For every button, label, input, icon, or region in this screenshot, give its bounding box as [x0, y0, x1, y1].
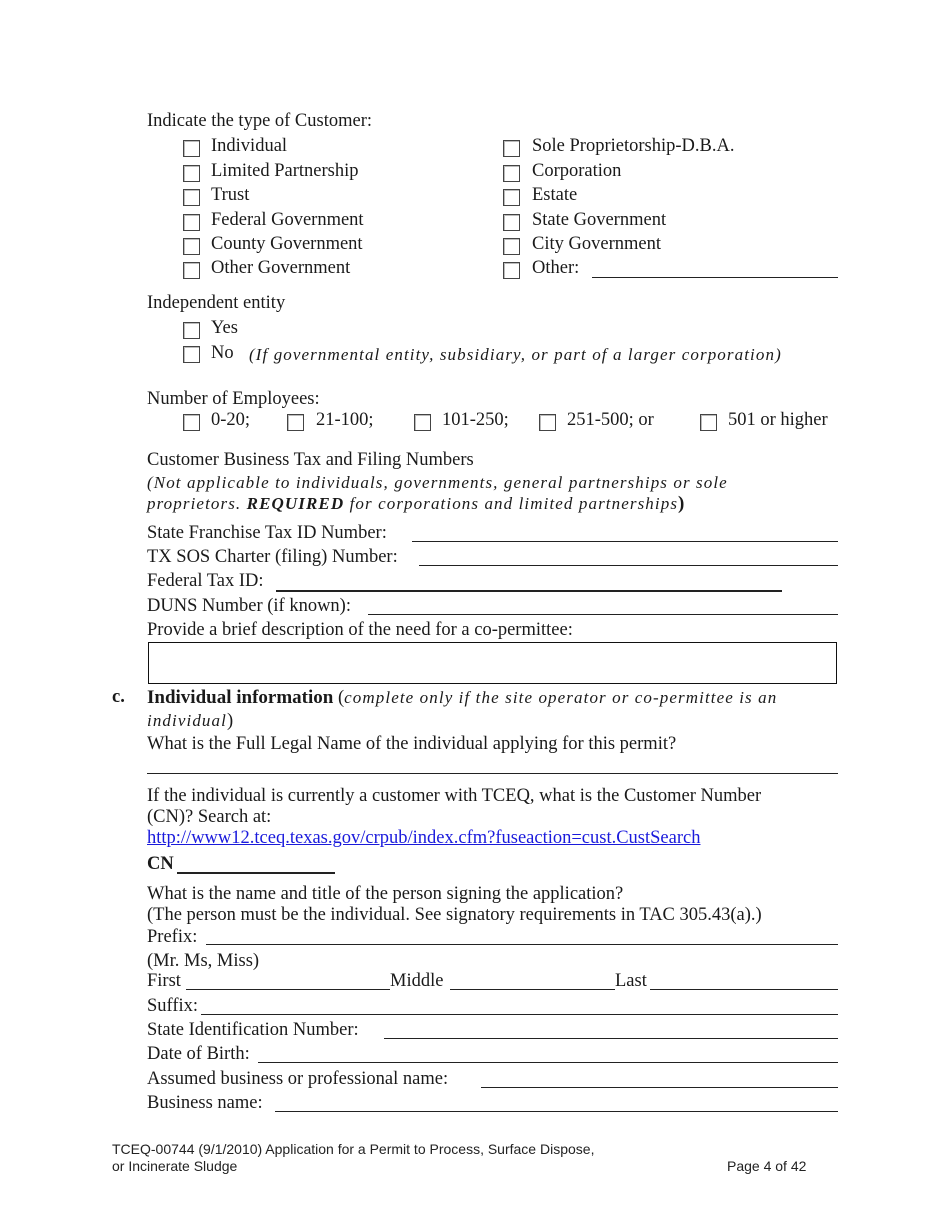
sos-charter-label: TX SOS Charter (filing) Number: [147, 547, 398, 567]
checkbox-individual[interactable] [183, 140, 200, 157]
checkbox-independent-no[interactable] [183, 346, 200, 363]
checkbox-city-government[interactable] [503, 238, 520, 255]
section-c-note-line1: complete only if the site operator or co-permittee is an [344, 688, 778, 707]
cn-search-link[interactable] [147, 828, 700, 849]
tax-note-line2-a: proprietors. [147, 494, 247, 513]
dob-label: Date of Birth: [147, 1044, 250, 1064]
checkbox-employees-251-500[interactable] [539, 414, 556, 431]
business-name-label: Business name: [147, 1093, 263, 1113]
cn-question-line2: (CN)? Search at: [147, 807, 272, 827]
franchise-tax-input-line[interactable] [412, 541, 838, 542]
suffix-input-line[interactable] [201, 1014, 838, 1015]
duns-label: DUNS Number (if known): [147, 596, 351, 616]
checkbox-trust[interactable] [183, 189, 200, 206]
duns-input-line[interactable] [368, 614, 838, 615]
option-individual-label: Individual [211, 136, 288, 156]
franchise-tax-label: State Franchise Tax ID Number: [147, 523, 387, 543]
federal-tax-id-label: Federal Tax ID: [147, 571, 264, 591]
checkbox-employees-0-20[interactable] [183, 414, 200, 431]
state-id-input-line[interactable] [384, 1038, 838, 1039]
checkbox-other[interactable] [503, 262, 520, 279]
prefix-input-line[interactable] [206, 944, 838, 945]
checkbox-other-government[interactable] [183, 262, 200, 279]
cn-question-line1: If the individual is currently a customer with TCEQ, what is the Customer Number [147, 786, 762, 806]
cn-search-link-text[interactable]: http://www12.tceq.texas.gov/crpub/index.cfm?fuseaction=cust.CustSearch [147, 828, 701, 848]
assumed-name-label: Assumed business or professional name: [147, 1069, 449, 1089]
federal-tax-id-input-line[interactable] [276, 590, 782, 592]
option-estate-label: Estate [532, 185, 578, 205]
employees-0-20-label: 0-20; [211, 410, 251, 430]
first-name-input-line[interactable] [186, 989, 390, 990]
checkbox-federal-government[interactable] [183, 214, 200, 231]
independent-entity-heading: Independent entity [147, 293, 286, 313]
checkbox-employees-21-100[interactable] [287, 414, 304, 431]
option-federal-government-label: Federal Government [211, 210, 364, 230]
employees-501-plus-label: 501 or higher [728, 410, 828, 430]
dob-input-line[interactable] [258, 1062, 838, 1063]
customer-type-heading: Indicate the type of Customer: [147, 111, 373, 131]
checkbox-independent-yes[interactable] [183, 322, 200, 339]
cn-input-line[interactable] [177, 872, 335, 874]
checkbox-county-government[interactable] [183, 238, 200, 255]
legal-name-question: What is the Full Legal Name of the individual applying for this permit? [147, 734, 677, 754]
suffix-label: Suffix: [147, 996, 199, 1016]
option-other-label: Other: [532, 258, 580, 278]
middle-name-input-line[interactable] [450, 989, 615, 990]
tax-note-line2-c: for corporations and limited partnerships [344, 494, 679, 513]
section-c-note-line2 [147, 711, 233, 732]
assumed-name-input-line[interactable] [481, 1087, 838, 1088]
tax-heading: Customer Business Tax and Filing Numbers [147, 450, 474, 470]
copermittee-description-box[interactable] [148, 642, 837, 684]
employees-heading: Number of Employees: [147, 389, 320, 409]
sos-charter-input-line[interactable] [419, 565, 838, 566]
section-c-title: Individual information [147, 687, 334, 708]
option-trust-label: Trust [211, 185, 250, 205]
checkbox-corporation[interactable] [503, 165, 520, 182]
legal-name-input-line[interactable] [147, 773, 838, 774]
option-corporation-label: Corporation [532, 161, 622, 181]
other-type-input-line[interactable] [592, 277, 838, 278]
checkbox-estate[interactable] [503, 189, 520, 206]
checkbox-state-government[interactable] [503, 214, 520, 231]
checkbox-sole-proprietorship[interactable] [503, 140, 520, 157]
employees-101-250-label: 101-250; [442, 410, 509, 430]
footer-page-number: Page 4 of 42 [727, 1158, 807, 1174]
option-sole-proprietorship-label: Sole Proprietorship-D.B.A. [532, 136, 735, 156]
last-name-label: Last [615, 971, 647, 991]
tax-note-required: REQUIRED [246, 494, 345, 513]
copermittee-prompt: Provide a brief description of the need for a co-permittee: [147, 620, 573, 640]
prefix-hint: (Mr. Ms, Miss) [147, 951, 260, 971]
state-id-label: State Identification Number: [147, 1020, 359, 1040]
independent-no-label: No [211, 343, 234, 363]
option-city-government-label: City Government [532, 234, 661, 254]
option-county-government-label: County Government [211, 234, 363, 254]
employees-21-100-label: 21-100; [316, 410, 374, 430]
checkbox-employees-501-plus[interactable] [700, 414, 717, 431]
last-name-input-line[interactable] [650, 989, 838, 990]
footer-form-id-line1: TCEQ-00744 (9/1/2010) Application for a Permit to Process, Surface Dispose, [112, 1141, 595, 1157]
footer-form-id-line2: or Incinerate Sludge [112, 1158, 238, 1174]
signer-question-line1: What is the name and title of the person signing the application? [147, 884, 624, 904]
checkbox-limited-partnership[interactable] [183, 165, 200, 182]
employees-251-500-label: 251-500; or [567, 410, 654, 430]
section-c-note-close: ) [226, 711, 234, 731]
first-name-label: First [147, 971, 181, 991]
signer-question-line2: (The person must be the individual. See signatory requirements in TAC 305.43(a).) [147, 905, 762, 925]
middle-name-label: Middle [390, 971, 444, 991]
checkbox-employees-101-250[interactable] [414, 414, 431, 431]
option-other-government-label: Other Government [211, 258, 351, 278]
cn-label: CN [147, 854, 174, 874]
tax-note-close-paren: ) [678, 493, 686, 514]
prefix-label: Prefix: [147, 927, 198, 947]
independent-no-note: (If governmental entity, subsidiary, or part of a larger corporation) [249, 345, 782, 364]
business-name-input-line[interactable] [275, 1111, 838, 1112]
tax-note-line1: (Not applicable to individuals, governments, general partnerships or sole [147, 473, 728, 492]
section-c-note-open: ( [333, 688, 345, 708]
section-c-note-individual: individual [147, 711, 227, 730]
section-c-marker: c. [112, 687, 125, 707]
independent-yes-label: Yes [211, 318, 238, 338]
section-c-heading [147, 687, 777, 709]
option-state-government-label: State Government [532, 210, 667, 230]
tax-note-line2 [147, 493, 685, 515]
option-limited-partnership-label: Limited Partnership [211, 161, 359, 181]
